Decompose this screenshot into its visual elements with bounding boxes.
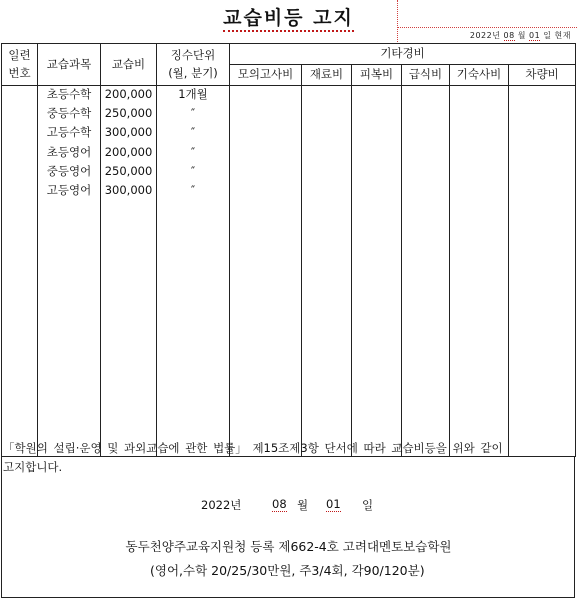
reference-date-day-label: 일 xyxy=(543,31,552,40)
row-fee: 300,000 xyxy=(104,182,153,197)
reference-date-day: 01 xyxy=(529,31,541,40)
notice-text: 「학원의 설립·운영 및 과외교습에 관한 법률」 제15조제3항 단서에 따라 교습비등을 위와 같이 xyxy=(3,441,503,455)
header-serial: 일련 번호 xyxy=(2,44,38,86)
header-unit: 징수단위 (월, 분기) xyxy=(157,44,230,86)
reference-date-suffix: 현재 xyxy=(554,31,571,40)
document-title-text: 교습비등 고지 xyxy=(223,7,354,32)
uniform-column xyxy=(352,86,402,457)
subject-column xyxy=(38,86,101,457)
vehicle-column xyxy=(509,86,576,457)
dormitory-column xyxy=(450,86,509,457)
row-subject: 중등영어 xyxy=(46,163,92,178)
row-unit: ″ xyxy=(190,163,196,178)
reference-date-month-label: 월 xyxy=(517,31,526,40)
row-unit: ″ xyxy=(190,125,196,140)
row-unit: 1개월 xyxy=(178,87,208,101)
mock-exam-column xyxy=(230,86,302,457)
unit-column xyxy=(157,86,230,457)
row-subject: 중등수학 xyxy=(46,106,92,121)
row-subject: 초등영어 xyxy=(46,144,92,159)
header-other-col: 기숙사비 xyxy=(450,65,509,86)
serial-column xyxy=(2,86,38,457)
header-other-col: 모의고사비 xyxy=(230,65,302,86)
meal-column xyxy=(402,86,450,457)
row-unit: ″ xyxy=(190,106,196,121)
row-unit: ″ xyxy=(190,182,196,197)
row-fee: 200,000 xyxy=(104,87,153,101)
material-column xyxy=(302,86,352,457)
signature-year: 2022년 xyxy=(201,498,242,512)
signature-month-label: 월 xyxy=(297,498,309,512)
row-fee: 200,000 xyxy=(104,144,153,159)
notice-text-continued: 고지합니다. xyxy=(3,460,63,474)
header-fee: 교습비 xyxy=(101,44,157,86)
layout-guide-line xyxy=(397,27,577,28)
header-other-col: 피복비 xyxy=(352,65,402,86)
row-fee: 300,000 xyxy=(104,125,153,140)
fee-summary-note: (영어,수학 20/25/30만원, 주3/4회, 각90/120분) xyxy=(150,563,425,578)
row-subject: 고등수학 xyxy=(46,125,92,140)
row-fee: 250,000 xyxy=(104,106,153,121)
header-other-col: 재료비 xyxy=(302,65,352,86)
header-other-col: 차량비 xyxy=(509,65,576,86)
header-other-col: 급식비 xyxy=(402,65,450,86)
signature-month: 08 xyxy=(272,497,287,511)
academy-registration: 동두천양주교육지원청 등록 제662-4호 고려대멘토보습학원 xyxy=(125,539,452,554)
reference-date-month: 08 xyxy=(503,31,515,40)
layout-guide-line xyxy=(397,0,398,44)
row-subject: 고등영어 xyxy=(46,182,92,197)
signature-day: 01 xyxy=(326,497,341,511)
row-unit: ″ xyxy=(190,144,196,159)
fee-table xyxy=(1,43,576,457)
document-title xyxy=(0,3,577,30)
fee-column xyxy=(101,86,157,457)
reference-date xyxy=(470,30,571,41)
row-fee: 250,000 xyxy=(104,163,153,178)
header-subject: 교습과목 xyxy=(38,44,101,86)
row-subject: 초등수학 xyxy=(46,87,92,101)
header-other-expenses: 기타경비 xyxy=(230,44,576,65)
reference-date-year: 2022년 xyxy=(469,31,501,40)
signature-day-label: 일 xyxy=(362,498,374,512)
